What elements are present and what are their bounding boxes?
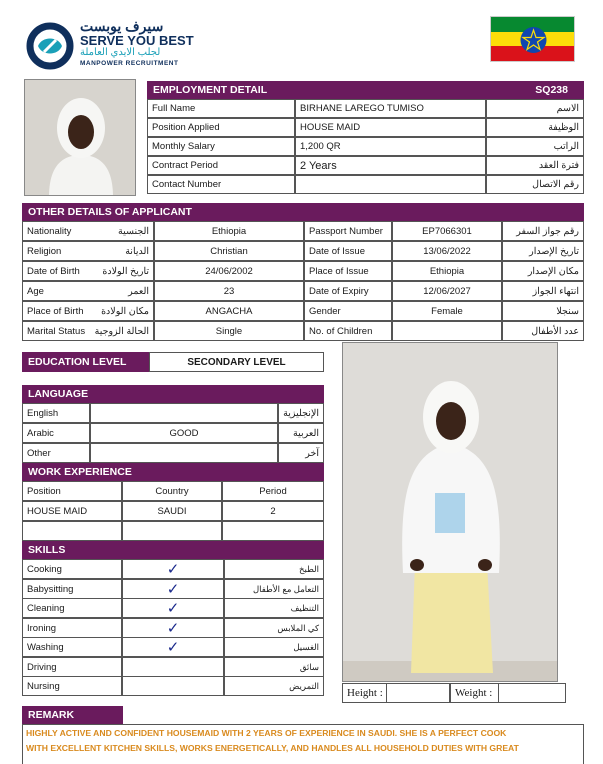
- detail-label: [22, 261, 154, 281]
- skill-check-icon: ✓: [122, 618, 224, 638]
- language-arabic-name: العربية: [278, 423, 324, 443]
- detail-arabic-label: عدد الأطفال: [502, 321, 584, 341]
- employment-label: Full Name: [147, 99, 295, 118]
- detail-value: Christian: [154, 241, 304, 261]
- skill-check-icon: ✓: [122, 579, 224, 599]
- detail-label-en: Marital Status: [27, 325, 86, 337]
- detail-value: Ethiopia: [154, 221, 304, 241]
- detail-value: EP7066301: [392, 221, 502, 241]
- detail-label-en: Age: [27, 285, 44, 297]
- language-name: Arabic: [22, 423, 90, 443]
- detail-value: ANGACHA: [154, 301, 304, 321]
- education-value: SECONDARY LEVEL: [149, 352, 324, 372]
- skills-header: SKILLS: [22, 541, 324, 559]
- brand-arabic-sub: لجلب الايدي العاملة: [80, 47, 161, 58]
- remark-header: REMARK: [22, 706, 123, 724]
- detail-arabic-label: انتهاء الجواز: [502, 281, 584, 301]
- applicant-photo: [24, 79, 136, 196]
- applicant-full-photo: [342, 342, 558, 682]
- ethiopia-flag-icon: [490, 16, 575, 62]
- detail-value: Single: [154, 321, 304, 341]
- detail-value: 23: [154, 281, 304, 301]
- work-column-header: Position: [22, 481, 122, 501]
- employment-label: Contract Period: [147, 156, 295, 175]
- skill-arabic-name: الطبخ: [224, 559, 324, 579]
- employment-arabic-label: الاسم: [486, 99, 584, 118]
- other-details-header: OTHER DETAILS OF APPLICANT: [22, 203, 584, 221]
- weight-label: Weight :: [455, 687, 493, 699]
- brand-tagline: MANPOWER RECRUITMENT: [80, 60, 179, 67]
- employment-arabic-label: رقم الاتصال: [486, 175, 584, 194]
- brand-english: SERVE YOU BEST: [80, 33, 194, 48]
- skill-arabic-name: سائق: [224, 657, 324, 677]
- employment-label: Monthly Salary: [147, 137, 295, 156]
- skill-check-icon: ✓: [122, 598, 224, 618]
- skill-name: Nursing: [22, 676, 122, 696]
- skill-name: Babysitting: [22, 579, 122, 599]
- detail-label-en: Place of Birth: [27, 305, 84, 317]
- detail-arabic-label: سنجلا: [502, 301, 584, 321]
- skill-arabic-name: كي الملابس: [224, 618, 324, 638]
- detail-value: 12/06/2027: [392, 281, 502, 301]
- skill-arabic-name: التمريض: [224, 676, 324, 696]
- education-label: EDUCATION LEVEL: [22, 352, 149, 372]
- logo-mark-icon: [26, 22, 74, 70]
- skill-arabic-name: التنظيف: [224, 598, 324, 618]
- remark-line-2: WITH EXCELLENT KITCHEN SKILLS, WORKS ENERGETICALLY, AND HANDLES ALL HOUSEHOLD DUTIES WITH GREAT: [26, 743, 519, 753]
- work-cell-position: HOUSE MAID: [22, 501, 122, 521]
- language-name: English: [22, 403, 90, 423]
- skill-name: Cooking: [22, 559, 122, 579]
- language-level: [90, 403, 278, 423]
- detail-label: Gender: [304, 301, 392, 321]
- language-level: [90, 443, 278, 463]
- work-cell-country: [122, 521, 222, 541]
- detail-label-ar: الحالة الزوجية: [94, 325, 149, 337]
- work-column-header: Period: [222, 481, 324, 501]
- employment-arabic-label: الراتب: [486, 137, 584, 156]
- detail-label-ar: تاريخ الولادة: [102, 265, 149, 277]
- detail-label-ar: مكان الولادة: [101, 305, 149, 317]
- skill-check-icon: ✓: [122, 637, 224, 657]
- work-cell-period: [222, 521, 324, 541]
- skill-name: Washing: [22, 637, 122, 657]
- detail-label-ar: الجنسية: [118, 225, 149, 237]
- employment-arabic-label: الوظيفة: [486, 118, 584, 137]
- detail-label: Date of Issue: [304, 241, 392, 261]
- employment-header: [147, 81, 584, 99]
- employment-value: 1,200 QR: [295, 137, 486, 156]
- skill-arabic-name: الغسيل: [224, 637, 324, 657]
- work-cell-position: [22, 521, 122, 541]
- skill-name: Ironing: [22, 618, 122, 638]
- employment-header-title: EMPLOYMENT DETAIL: [153, 84, 268, 96]
- detail-label-en: Religion: [27, 245, 62, 257]
- work-column-header: Country: [122, 481, 222, 501]
- height-label: Height :: [347, 687, 383, 699]
- detail-label: [22, 321, 154, 341]
- skill-check-icon: [122, 676, 224, 696]
- employment-label: Contact Number: [147, 175, 295, 194]
- detail-label: [22, 301, 154, 321]
- skill-check-icon: ✓: [122, 559, 224, 579]
- language-arabic-name: الإنجليزية: [278, 403, 324, 423]
- skill-name: Cleaning: [22, 598, 122, 618]
- language-level: GOOD: [90, 423, 278, 443]
- weight-value[interactable]: [498, 683, 566, 703]
- detail-label-ar: الديانة: [125, 245, 149, 257]
- detail-label: No. of Children: [304, 321, 392, 341]
- work-cell-country: SAUDI: [122, 501, 222, 521]
- reference-code: SQ238: [535, 84, 568, 96]
- detail-value: Ethiopia: [392, 261, 502, 281]
- employment-value: 2 Years: [295, 156, 486, 175]
- brand-arabic: سيرف يوبست: [80, 18, 164, 34]
- detail-label: [22, 221, 154, 241]
- language-name: Other: [22, 443, 90, 463]
- employment-value: [295, 175, 486, 194]
- detail-label: [22, 241, 154, 261]
- skill-check-icon: [122, 657, 224, 677]
- detail-value: Female: [392, 301, 502, 321]
- remark-line-1: HIGHLY ACTIVE AND CONFIDENT HOUSEMAID WITH 2 YEARS OF EXPERIENCE IN SAUDI. SHE IS A PERFECT COOK: [26, 728, 507, 738]
- work-experience-header: WORK EXPERIENCE: [22, 463, 324, 481]
- company-logo: [26, 20, 216, 70]
- detail-value: [392, 321, 502, 341]
- detail-arabic-label: تاريخ الإصدار: [502, 241, 584, 261]
- language-arabic-name: آخر: [278, 443, 324, 463]
- employment-arabic-label: فترة العقد: [486, 156, 584, 175]
- detail-label-en: Nationality: [27, 225, 72, 237]
- language-header: LANGUAGE: [22, 385, 324, 403]
- detail-label: [22, 281, 154, 301]
- employment-value: BIRHANE LAREGO TUMISO: [295, 99, 486, 118]
- skill-arabic-name: التعامل مع الأطفال: [224, 579, 324, 599]
- detail-label: Passport Number: [304, 221, 392, 241]
- employment-label: Position Applied: [147, 118, 295, 137]
- detail-label-en: Date of Birth: [27, 265, 80, 277]
- detail-value: 13/06/2022: [392, 241, 502, 261]
- height-value[interactable]: [386, 683, 450, 703]
- skill-name: Driving: [22, 657, 122, 677]
- employment-value: HOUSE MAID: [295, 118, 486, 137]
- work-cell-period: 2: [222, 501, 324, 521]
- detail-label-ar: العمر: [128, 285, 149, 297]
- detail-value: 24/06/2002: [154, 261, 304, 281]
- detail-label: Place of Issue: [304, 261, 392, 281]
- detail-arabic-label: رقم جواز السفر: [502, 221, 584, 241]
- detail-arabic-label: مكان الإصدار: [502, 261, 584, 281]
- detail-label: Date of Expiry: [304, 281, 392, 301]
